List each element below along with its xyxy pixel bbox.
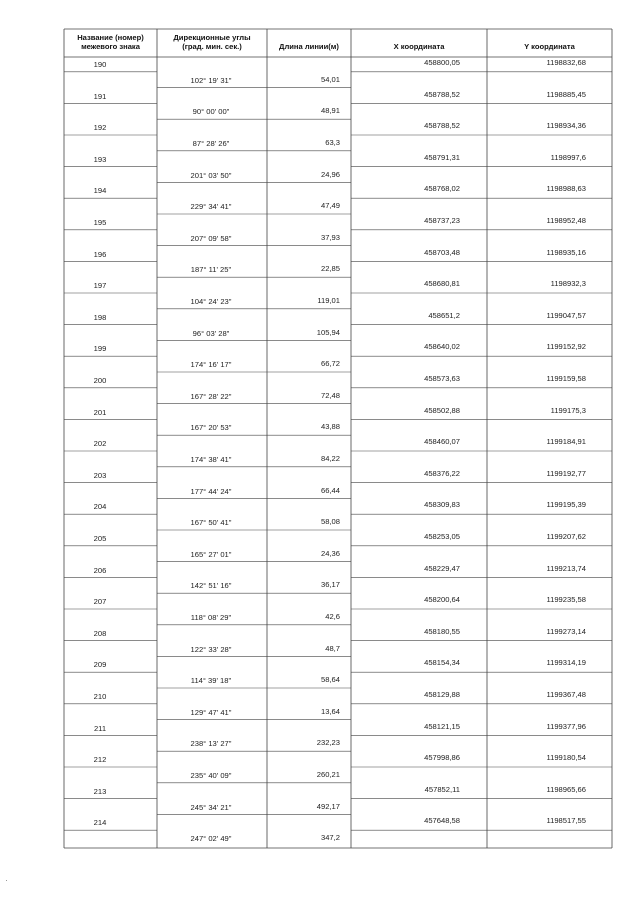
direction-angle: 129° 47' 41" bbox=[190, 707, 232, 717]
point-name: 199 bbox=[93, 344, 107, 354]
point-name: 212 bbox=[93, 755, 107, 765]
y-coordinate: 1199367,48 bbox=[546, 690, 586, 699]
point-name: 196 bbox=[93, 249, 107, 259]
direction-angle: 167° 28' 22" bbox=[190, 391, 232, 401]
header-length: Длина линии(м) bbox=[279, 42, 339, 51]
y-coordinate: 1198952,48 bbox=[546, 216, 586, 225]
x-coordinate: 458680,81 bbox=[424, 279, 460, 289]
x-coordinate: 458791,31 bbox=[424, 152, 460, 162]
line-length: 347,2 bbox=[320, 833, 340, 843]
line-length: 66,44 bbox=[320, 485, 340, 495]
y-coordinate: 1199195,39 bbox=[546, 500, 586, 510]
direction-angle: 96° 03' 28" bbox=[192, 328, 230, 338]
y-coordinate: 1199377,96 bbox=[546, 721, 586, 731]
x-coordinate: 458121,15 bbox=[424, 721, 460, 731]
header-name-line2: межевого знака bbox=[81, 41, 140, 51]
direction-angle: 167° 50' 41" bbox=[190, 518, 232, 528]
line-length: 492,17 bbox=[316, 801, 340, 811]
point-name: 200 bbox=[93, 376, 107, 385]
y-coordinate: 1198997,6 bbox=[550, 152, 586, 162]
point-name: 197 bbox=[93, 281, 107, 291]
direction-angle: 102° 19' 31" bbox=[190, 75, 232, 85]
point-name: 192 bbox=[93, 123, 107, 133]
line-length: 43,88 bbox=[320, 422, 340, 432]
header-angle bbox=[157, 34, 267, 51]
point-name: 207 bbox=[93, 597, 107, 607]
direction-angle: 201° 03' 50" bbox=[190, 170, 232, 180]
x-coordinate: 458703,48 bbox=[424, 247, 460, 257]
y-coordinate: 1199047,57 bbox=[546, 310, 586, 320]
direction-angle: 174° 38' 41" bbox=[190, 455, 232, 464]
direction-angle: 90° 00' 00" bbox=[192, 107, 230, 117]
point-name: 202 bbox=[93, 439, 107, 449]
y-coordinate: 1199207,62 bbox=[546, 532, 586, 541]
line-length: 63,3 bbox=[325, 138, 340, 147]
direction-angle: 167° 20' 53" bbox=[190, 423, 232, 433]
y-coordinate: 1198934,36 bbox=[546, 121, 586, 131]
line-length: 84,22 bbox=[320, 454, 340, 463]
direction-angle: 245° 34' 21" bbox=[190, 802, 232, 812]
point-name: 210 bbox=[93, 692, 107, 701]
scan-speck bbox=[6, 880, 7, 881]
point-name: 194 bbox=[93, 186, 107, 196]
line-length: 54,01 bbox=[320, 74, 340, 84]
x-coordinate: 458651,2 bbox=[428, 310, 460, 320]
direction-angle: 142° 51' 16" bbox=[190, 581, 232, 591]
line-length: 105,94 bbox=[316, 327, 340, 337]
y-coordinate: 1198932,3 bbox=[550, 279, 586, 289]
line-length: 232,23 bbox=[316, 738, 340, 748]
x-coordinate: 457648,58 bbox=[424, 816, 460, 826]
line-length: 119,01 bbox=[317, 296, 340, 305]
y-coordinate: 1199184,91 bbox=[546, 437, 586, 447]
point-name: 198 bbox=[93, 312, 107, 322]
y-coordinate: 1198988,63 bbox=[546, 184, 586, 194]
x-coordinate: 458309,83 bbox=[424, 500, 460, 510]
point-name: 208 bbox=[93, 628, 107, 638]
y-coordinate: 1199192,77 bbox=[546, 468, 586, 478]
y-coordinate: 1199175,3 bbox=[550, 405, 586, 415]
direction-angle: 114° 39' 18" bbox=[190, 676, 232, 686]
point-name: 203 bbox=[93, 470, 107, 480]
line-length: 58,08 bbox=[320, 517, 340, 527]
x-coordinate: 458788,52 bbox=[424, 89, 460, 99]
y-coordinate: 1199159,58 bbox=[546, 374, 586, 383]
y-coordinate: 1199235,58 bbox=[546, 595, 586, 605]
y-coordinate: 1199180,54 bbox=[546, 753, 586, 763]
direction-angle: 207° 09' 58" bbox=[190, 233, 232, 243]
x-coordinate: 458253,05 bbox=[424, 532, 460, 541]
x-coordinate: 458800,05 bbox=[424, 58, 460, 67]
header-angle-line2: (град. мин. сек.) bbox=[182, 41, 242, 51]
direction-angle: 187° 11' 25" bbox=[190, 265, 232, 275]
line-length: 72,48 bbox=[320, 390, 340, 400]
x-coordinate: 458180,55 bbox=[424, 626, 460, 636]
line-length: 37,93 bbox=[320, 232, 340, 242]
direction-angle: 165° 27' 01" bbox=[190, 549, 232, 559]
x-coordinate: 458502,88 bbox=[424, 405, 460, 415]
line-length: 24,36 bbox=[320, 548, 340, 558]
line-length: 260,21 bbox=[316, 770, 340, 779]
direction-angle: 238° 13' 27" bbox=[190, 739, 232, 749]
x-coordinate: 458200,64 bbox=[424, 595, 460, 605]
point-name: 191 bbox=[93, 91, 107, 101]
point-name: 204 bbox=[93, 502, 107, 512]
line-length: 48,7 bbox=[325, 643, 340, 653]
header-y: Y координата bbox=[524, 42, 575, 51]
direction-angle: 104° 24' 23" bbox=[190, 297, 232, 306]
point-name: 213 bbox=[93, 786, 107, 796]
point-name: 190 bbox=[93, 60, 107, 69]
header-x: X координата bbox=[393, 42, 445, 51]
direction-angle: 177° 44' 24" bbox=[190, 486, 232, 496]
y-coordinate: 1198832,68 bbox=[546, 58, 586, 67]
line-length: 42,6 bbox=[325, 612, 340, 621]
point-name: 205 bbox=[93, 534, 107, 543]
x-coordinate: 458154,34 bbox=[424, 658, 460, 668]
line-length: 48,91 bbox=[320, 106, 340, 116]
x-coordinate: 458129,88 bbox=[424, 690, 460, 699]
header-name bbox=[64, 34, 157, 51]
direction-angle: 235° 40' 09" bbox=[190, 771, 232, 780]
header-name-line1: Название (номер) bbox=[77, 33, 144, 42]
line-length: 22,85 bbox=[320, 264, 340, 274]
y-coordinate: 1198935,16 bbox=[546, 247, 586, 257]
x-coordinate: 457852,11 bbox=[424, 784, 460, 794]
y-coordinate: 1198965,66 bbox=[546, 784, 586, 794]
y-coordinate: 1199314,19 bbox=[546, 658, 586, 668]
direction-angle: 87° 28' 26" bbox=[192, 139, 230, 148]
header-angle-line1: Дирекционные углы bbox=[173, 33, 251, 42]
line-length: 66,72 bbox=[320, 359, 340, 369]
point-name: 211 bbox=[93, 723, 107, 733]
y-coordinate: 1199213,74 bbox=[546, 563, 586, 573]
y-coordinate: 1198517,55 bbox=[546, 816, 586, 826]
x-coordinate: 458640,02 bbox=[424, 342, 460, 352]
x-coordinate: 458229,47 bbox=[424, 563, 460, 573]
line-length: 58,64 bbox=[320, 675, 340, 685]
direction-angle: 174° 16' 17" bbox=[190, 360, 232, 370]
x-coordinate: 458460,07 bbox=[424, 437, 460, 447]
point-name: 195 bbox=[93, 218, 107, 227]
direction-angle: 118° 08' 29" bbox=[190, 613, 232, 622]
direction-angle: 247° 02' 49" bbox=[190, 834, 232, 844]
line-length: 47,49 bbox=[320, 201, 340, 211]
x-coordinate: 458737,23 bbox=[424, 216, 460, 225]
y-coordinate: 1199273,14 bbox=[546, 626, 586, 636]
point-name: 209 bbox=[93, 660, 107, 670]
x-coordinate: 458376,22 bbox=[424, 468, 460, 478]
line-length: 13,64 bbox=[320, 706, 340, 716]
point-name: 201 bbox=[93, 407, 107, 417]
x-coordinate: 457998,86 bbox=[424, 753, 460, 763]
x-coordinate: 458768,02 bbox=[424, 184, 460, 194]
point-name: 214 bbox=[93, 818, 107, 828]
x-coordinate: 458788,52 bbox=[424, 121, 460, 131]
line-length: 36,17 bbox=[320, 580, 340, 590]
point-name: 193 bbox=[93, 154, 107, 164]
y-coordinate: 1199152,92 bbox=[546, 342, 586, 352]
line-length: 24,96 bbox=[320, 169, 340, 179]
point-name: 206 bbox=[93, 565, 107, 575]
direction-angle: 229° 34' 41" bbox=[190, 202, 232, 212]
y-coordinate: 1198885,45 bbox=[546, 89, 586, 99]
direction-angle: 122° 33' 28" bbox=[190, 644, 232, 654]
x-coordinate: 458573,63 bbox=[424, 374, 460, 383]
